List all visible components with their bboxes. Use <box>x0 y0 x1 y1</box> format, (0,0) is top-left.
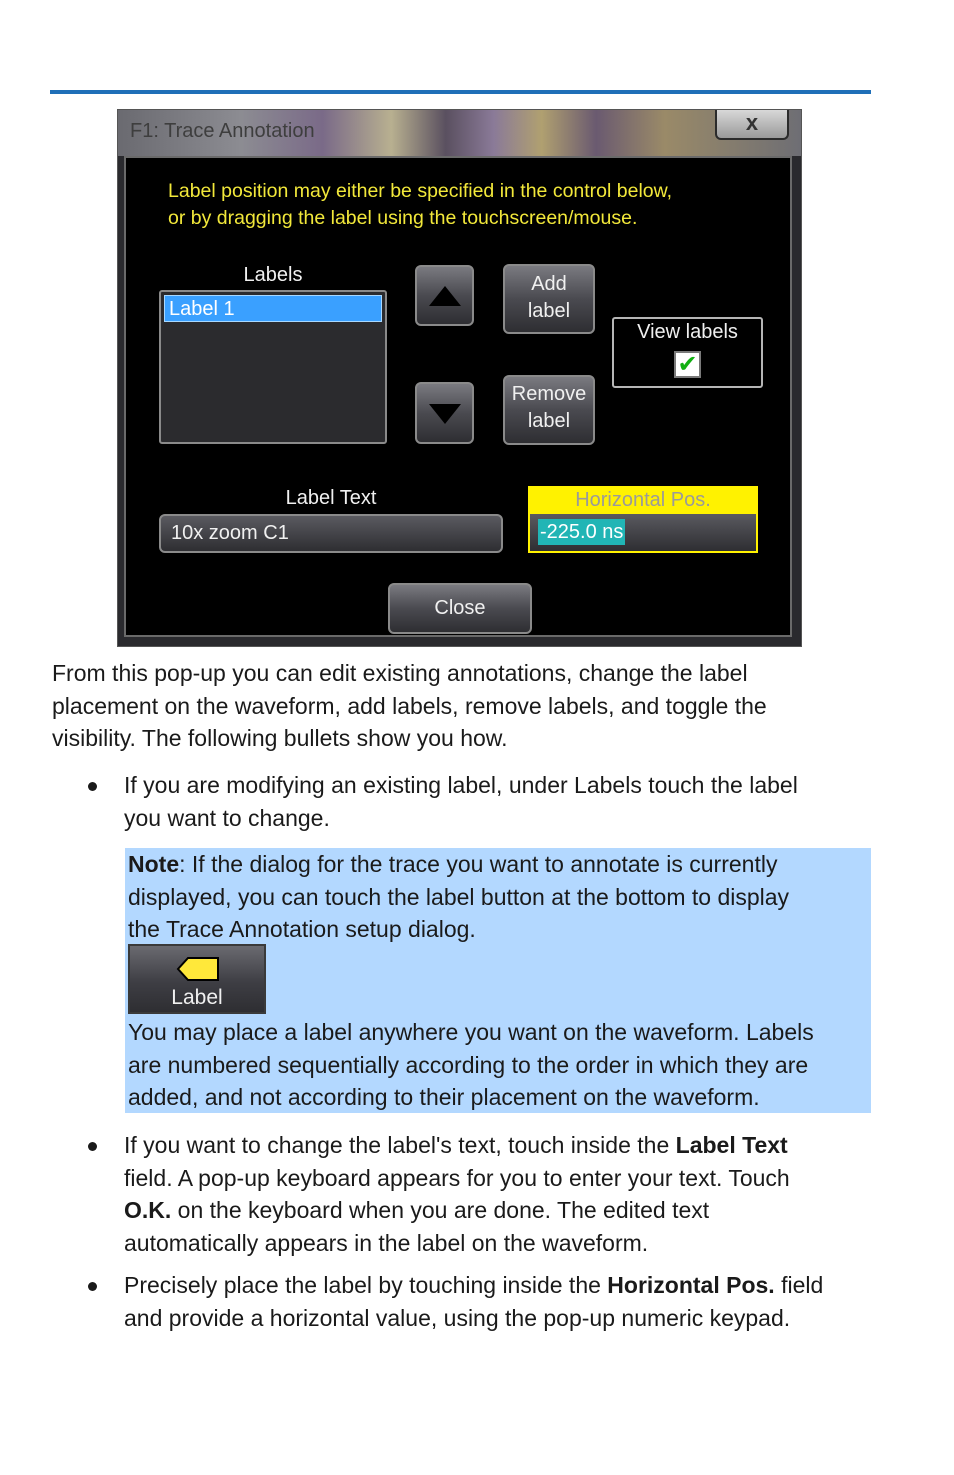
bullet-change-text <box>124 1129 864 1259</box>
bullet-icon <box>88 1142 97 1151</box>
note-text-top <box>128 848 868 946</box>
dialog-titlebar <box>118 110 801 156</box>
bullet-text: on the keyboard when you are done. The edited text <box>171 1197 710 1223</box>
note-line: the Trace Annotation setup dialog. <box>128 916 476 942</box>
intro-line: From this pop-up you can edit existing annotations, change the label <box>52 660 748 686</box>
intro-paragraph <box>52 657 872 755</box>
close-button[interactable]: Close <box>388 583 532 634</box>
note-bold-label: Note <box>128 851 180 877</box>
label-button[interactable] <box>128 944 266 1014</box>
note-line <box>128 848 868 881</box>
note-box <box>125 848 871 1113</box>
arrow-up-icon <box>429 286 461 306</box>
labels-listbox[interactable] <box>159 290 387 444</box>
note-line: You may place a label anywhere you want on the waveform. Labels <box>128 1019 814 1045</box>
move-down-button[interactable] <box>415 382 474 444</box>
remove-label-button[interactable] <box>503 375 595 445</box>
bullet-line: and provide a horizontal value, using the pop-up numeric keypad. <box>124 1304 791 1331</box>
bullet-bold-text: O.K. <box>124 1197 172 1223</box>
bullet-text: If you want to change the label's text, touch inside the <box>124 1132 676 1158</box>
bullet-line: you want to change. <box>124 804 330 831</box>
bullet-text: Precisely place the label by touching inside the <box>124 1272 608 1298</box>
view-labels-label: View labels <box>637 321 738 343</box>
bullet-line: field. A pop-up keyboard appears for you to enter your text. Touch <box>124 1164 790 1191</box>
add-label-text: Add <box>531 273 567 295</box>
bullet-bold-text: Horizontal Pos. <box>607 1272 775 1298</box>
header-rule <box>50 90 871 94</box>
note-line: are numbered sequentially according to the order in which they are <box>128 1051 809 1078</box>
dialog-instructions <box>168 178 768 232</box>
add-label-button[interactable] <box>503 264 595 334</box>
labels-heading: Labels <box>243 264 303 286</box>
intro-line: placement on the waveform, add labels, remove labels, and toggle the <box>52 692 767 719</box>
bullet-horizontal-pos <box>124 1269 864 1334</box>
bullet-line <box>124 1194 864 1227</box>
bullet-icon <box>88 782 97 791</box>
label-text-field[interactable]: 10x zoom C1 <box>159 514 503 553</box>
instructions-line: Label position may either be specified in the control below, <box>168 180 673 202</box>
horizontal-pos-value: -225.0 ns <box>540 521 624 543</box>
note-line: added, and not according to their placement on the waveform. <box>128 1084 760 1110</box>
note-line: displayed, you can touch the label button at the bottom to display <box>128 883 790 910</box>
note-line-text: : If the dialog for the trace you want to annotate is currently <box>179 851 778 877</box>
bullet-line: If you are modifying an existing label, under Labels touch the label <box>124 772 798 798</box>
view-labels-group <box>612 317 763 388</box>
move-up-button[interactable] <box>415 265 474 326</box>
checkmark-icon: ✔ <box>677 351 698 378</box>
arrow-down-icon <box>429 404 461 424</box>
trace-annotation-dialog <box>117 109 802 647</box>
intro-line: visibility. The following bullets show you how. <box>52 725 508 751</box>
bullet-line: automatically appears in the label on the waveform. <box>124 1229 649 1256</box>
bullet-modify-label <box>124 769 864 834</box>
note-text-bottom <box>128 1016 868 1114</box>
tag-icon <box>176 956 220 982</box>
label-button-text: Label <box>171 986 223 1009</box>
bullet-bold-text: Label Text <box>675 1132 788 1158</box>
close-icon[interactable]: x <box>715 110 789 140</box>
remove-label-text: label <box>527 410 571 432</box>
bullet-line <box>124 1269 864 1302</box>
label-text-heading: Label Text <box>285 487 377 509</box>
list-item[interactable]: Label 1 <box>164 295 382 322</box>
remove-label-text: Remove <box>511 383 587 405</box>
bullet-line <box>124 1129 864 1162</box>
view-labels-checkbox[interactable] <box>674 351 701 378</box>
add-label-text: label <box>527 300 571 322</box>
instructions-line: or by dragging the label using the touchscreen/mouse. <box>168 207 638 229</box>
bullet-icon <box>88 1282 97 1291</box>
bullet-text: field <box>774 1272 824 1298</box>
horizontal-pos-heading: Horizontal Pos. <box>528 486 758 514</box>
horizontal-pos-field[interactable] <box>528 514 758 553</box>
dialog-title: F1: Trace Annotation <box>130 120 315 142</box>
